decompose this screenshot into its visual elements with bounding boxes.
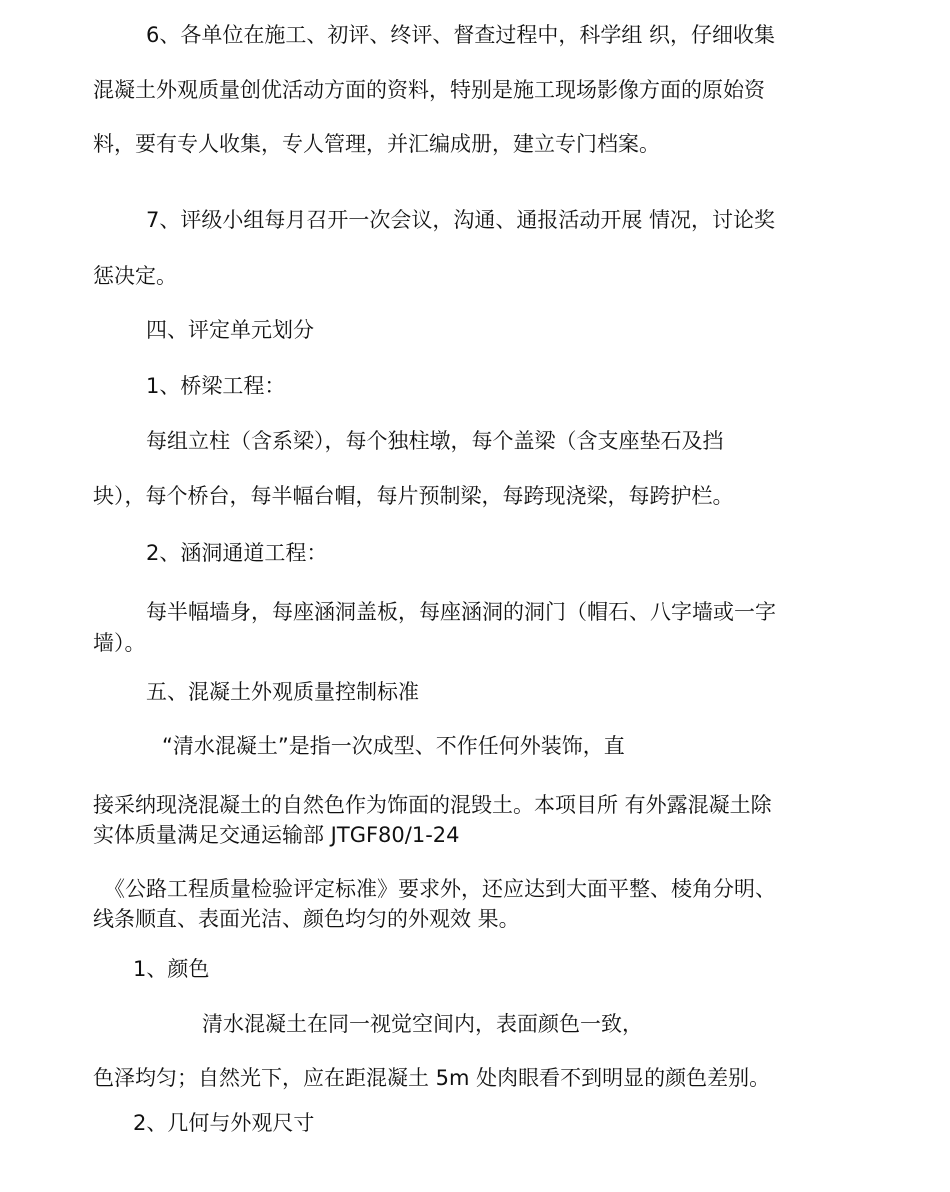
paragraph-6-line-3: 料，要有专人收集，专人管理，并汇编成册，建立专门档案。 (93, 132, 660, 156)
definition-line-1: “清水混凝土”是指一次成型、不作任何外装饰，直 (162, 734, 625, 758)
paragraph-7-line-2: 惩决定。 (93, 264, 177, 288)
definition-line-2: 接采纳现浇混凝土的自然色作为饰面的混毁土。本项目所 有外露混凝土除 (93, 793, 772, 817)
paragraph-6-line-2: 混凝土外观质量创优活动方面的资料，特别是施工现场影像方面的原始资 (93, 78, 765, 102)
definition-line-3: 实体质量满足交通运输部 JTGF80/1-24 (93, 823, 460, 847)
section-4-heading: 四、评定单元划分 (146, 318, 314, 342)
bridge-works-line-1: 每组立柱（含系梁），每个独柱墩，每个盖梁（含支座垫石及挡 (146, 429, 724, 453)
geometry-section-title: 2、几何与外观尺寸 (133, 1111, 315, 1135)
color-line-1: 清水混凝土在同一视觉空间内，表面颜色一致， (202, 1012, 643, 1036)
bridge-works-line-2: 块），每个桥台，每半幅台帽，每片预制梁，每跨现浇梁，每跨护栏。 (93, 484, 734, 508)
culvert-works-line-1: 每半幅墙身，每座涵洞盖板，每座涵洞的洞门（帽石、八字墙或一字 (146, 600, 776, 624)
color-section-title: 1、颜色 (133, 957, 210, 981)
paragraph-7-line-1: 7、评级小组每月召开一次会议，沟通、通报活动开展 情况，讨论奖 (146, 208, 776, 232)
color-line-2: 色泽均匀；自然光下，应在距混凝土 5m 处肉眼看不到明显的颜色差别。 (93, 1066, 771, 1090)
culvert-works-title: 2、涵洞通道工程： (146, 541, 328, 565)
section-5-heading: 五、混凝土外观质量控制标准 (146, 680, 419, 704)
paragraph-6-line-1: 6、各单位在施工、初评、终评、督查过程中，科学组 织，仔细收集 (146, 23, 776, 47)
definition-line-4: 《公路工程质量检验评定标准》要求外，还应达到大面平整、棱角分明、 (104, 877, 776, 901)
definition-line-5: 线条顺直、表面光洁、颜色均匀的外观效 果。 (93, 907, 520, 931)
culvert-works-line-2: 墙）。 (93, 631, 146, 655)
bridge-works-title: 1、桥梁工程： (146, 374, 286, 398)
